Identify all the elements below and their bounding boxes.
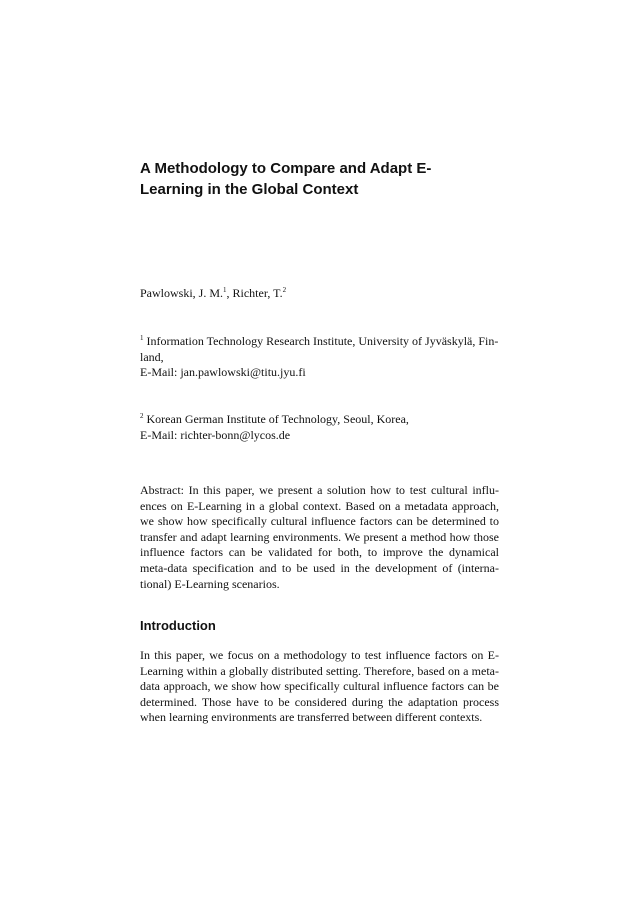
paper-title-line: Learning in the Global Context [140,181,359,198]
affiliation-marker: 1 [140,334,144,342]
affiliation-email: E-Mail: richter-bonn@lycos.de [140,427,291,442]
affiliation-email: E-Mail: jan.pawlowski@titu.jyu.fi [140,365,306,380]
affiliation-text: Korean German Institute of Technology, Seoul, Korea, [143,412,409,426]
affiliation-text: Information Technology Research Institute, University of Jyväskylä, Fin- [143,334,499,348]
paper-title [140,158,470,200]
author-list [140,286,286,302]
abstract-line: influence factors can be validated for both, to improve the dynamical [140,545,499,560]
author-affiliation-marker: 2 [282,286,287,294]
affiliation-line: land, [140,349,164,364]
abstract-line: meta-data specification and to be used in the development of (interna- [140,560,499,575]
author-name: Richter, T. [232,286,283,300]
author-name: Pawlowski, J. M. [140,286,224,300]
abstract-line: tional) E-Learning scenarios. [140,576,280,591]
paper-title-line: A Methodology to Compare and Adapt E- [140,160,432,177]
introduction-paragraph [140,648,499,726]
affiliation-line [140,412,500,428]
author-separator: , [226,286,233,300]
abstract-paragraph [140,483,499,592]
affiliation-block [140,334,500,381]
affiliation-marker: 2 [140,412,144,420]
section-heading-introduction: Introduction [140,618,216,633]
introduction-line: Learning within a globally distributed setting. Therefore, based on a meta- [140,663,499,678]
abstract-line: ences on E-Learning in a global context. Based on a metadata approach, [140,498,499,513]
abstract-line: Abstract: In this paper, we present a solution how to test cultural influ- [140,483,499,497]
introduction-line: when learning environments are transferred between different contexts. [140,710,483,725]
affiliation-line [140,334,500,350]
introduction-line: In this paper, we focus on a methodology to test influence factors on E- [140,648,499,662]
introduction-line: determined. Those have to be considered during the adaptation process [140,694,499,709]
abstract-line: we show how specifically cultural influence factors can be determined to [140,514,499,529]
author-affiliation-marker: 1 [223,286,227,294]
introduction-line: data approach, we show how specifically cultural influence factors can be [140,679,499,694]
affiliation-block [140,412,500,443]
abstract-line: transfer and adapt learning environments. We present a method how those [140,529,499,544]
